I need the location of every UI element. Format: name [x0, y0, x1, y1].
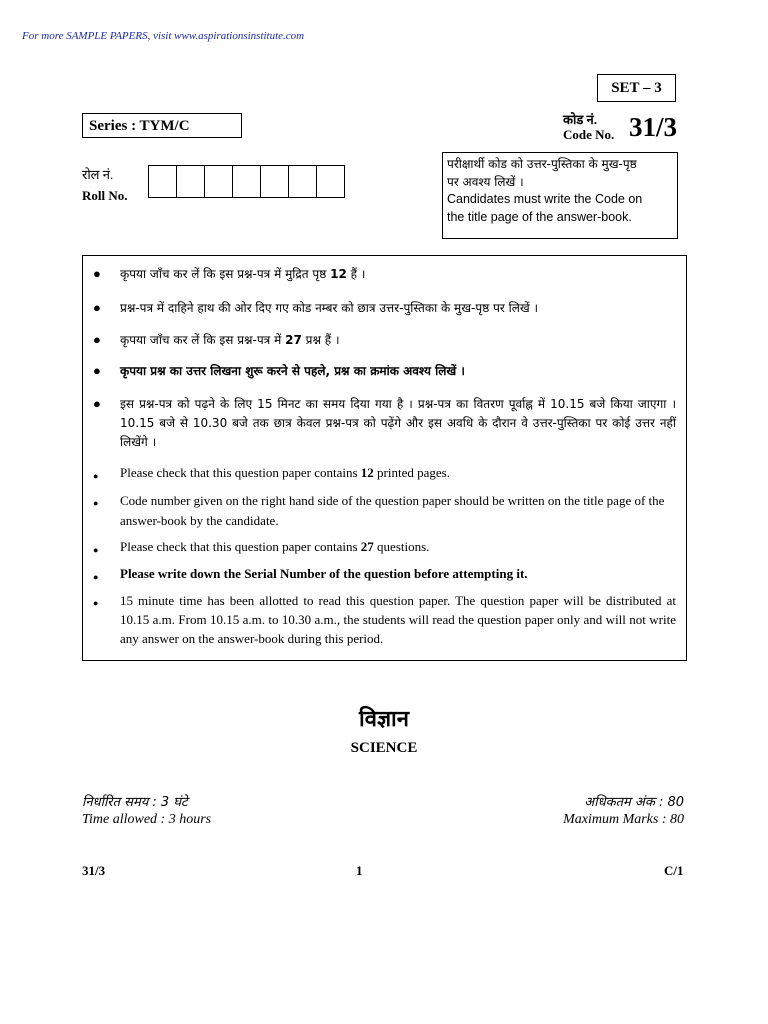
roll-label-english: Roll No. — [82, 188, 128, 203]
instruction-text-part: प्रश्न-पत्र में दाहिने हाथ की ओर दिए गए कोड नम्बर को छात्र उत्तर-पुस्तिका के मुख-पृष्ठ पर लिखें । — [120, 301, 539, 315]
bullet-icon: ● — [93, 300, 101, 315]
subject-title-hindi: विज्ञान — [359, 707, 409, 732]
footer-page-number: 1 — [356, 863, 363, 878]
instruction-text-part: Code number given on the right hand side of the question paper should be written on the title page of the answer-book by the candidate. — [120, 493, 665, 528]
subject-title-english: SCIENCE — [350, 740, 418, 756]
bullet-icon: ● — [93, 572, 99, 582]
notice-line: परीक्षार्थी कोड को उत्तर-पुस्तिका के मुख-पृष्ठ — [447, 157, 637, 171]
instruction-text-bold: Please write down the Serial Number of the question before attempting it. — [120, 566, 528, 581]
roll-digit-box[interactable] — [148, 165, 177, 198]
instruction-text-bold: कृपया प्रश्न का उत्तर लिखना शुरू करने से पहले, प्रश्न का क्रमांक अवश्य लिखें । — [120, 364, 465, 378]
instruction-text — [120, 591, 676, 648]
instruction-text — [120, 331, 676, 350]
roll-digit-box[interactable] — [316, 165, 345, 198]
set-number-box: SET – 3 — [597, 74, 676, 102]
instructions-box — [82, 255, 687, 661]
instruction-text-part: कृपया जाँच कर लें कि इस प्रश्न-पत्र में मुद्रित पृष्ठ — [120, 267, 331, 281]
roll-digit-box[interactable] — [176, 165, 205, 198]
instruction-text — [120, 395, 676, 452]
candidate-notice-box — [442, 152, 678, 239]
instruction-text-part: Please check that this question paper contains — [120, 465, 361, 480]
instruction-text — [120, 362, 676, 381]
notice-line: Candidates must write the Code on — [447, 192, 643, 206]
series-box: Series : TYM/C — [82, 113, 242, 138]
instruction-text — [120, 565, 676, 583]
footer-code: 31/3 — [82, 863, 106, 878]
bullet-icon: ● — [93, 598, 99, 608]
bullet-icon: ● — [93, 545, 99, 555]
instruction-text-part: questions. — [373, 539, 430, 554]
roll-label-hindi: रोल नं. — [82, 167, 114, 182]
instruction-text — [120, 491, 676, 531]
bullet-icon: ● — [93, 498, 99, 508]
instruction-text-bold: 12 — [330, 267, 347, 281]
footer-set-code: C/1 — [664, 863, 684, 878]
notice-line: पर अवश्य लिखें । — [447, 174, 524, 189]
instruction-text — [120, 299, 676, 318]
instruction-text-part: Please check that this question paper contains — [120, 539, 361, 554]
roll-digit-box[interactable] — [204, 165, 233, 198]
bullet-icon: ● — [93, 332, 101, 347]
instruction-text — [120, 464, 676, 482]
bullet-icon: ● — [93, 396, 101, 411]
roll-number-boxes — [148, 165, 344, 198]
maximum-marks-english: Maximum Marks : 80 — [563, 812, 684, 827]
code-label-hindi: कोड नं. — [563, 112, 598, 127]
code-number: 31/3 — [629, 112, 678, 142]
maximum-marks-hindi: अधिकतम अंक : 80 — [584, 795, 684, 810]
instruction-text-part: हैं । — [346, 267, 366, 281]
bullet-icon: ● — [93, 266, 101, 281]
roll-digit-box[interactable] — [288, 165, 317, 198]
bullet-icon: ● — [93, 471, 99, 481]
roll-digit-box[interactable] — [260, 165, 289, 198]
instruction-text-part: printed pages. — [373, 465, 450, 480]
notice-line: the title page of the answer-book. — [447, 209, 632, 224]
instruction-text-bold: 12 — [360, 465, 374, 480]
promo-link[interactable]: For more SAMPLE PAPERS, visit www.aspirationsinstitute.com — [22, 30, 305, 42]
instruction-text-part: कृपया जाँच कर लें कि इस प्रश्न-पत्र में — [120, 333, 286, 347]
instruction-text-bold: 27 — [360, 539, 374, 554]
bullet-icon: ● — [93, 363, 101, 378]
instruction-text — [120, 538, 676, 556]
time-allowed-hindi: निर्धारित समय : 3 घंटे — [82, 795, 188, 810]
instruction-text — [120, 265, 676, 284]
roll-digit-box[interactable] — [232, 165, 261, 198]
instruction-text-part: इस प्रश्न-पत्र को पढ़ने के लिए 15 मिनट का समय दिया गया है । प्रश्न-पत्र का वितरण पूर्वाह्न में 10.15 बजे किया जाएगा । 10.15 बजे से 10.30 बजे तक छात्र केवल प्रश्न-पत्र को पढ़ेंगे और इस अवधि के दौरान वे उत्तर-पुस्तिका पर कोई उत्तर नहीं लिखेंगे । — [120, 397, 676, 449]
code-label-english: Code No. — [563, 127, 615, 142]
instruction-text-bold: 27 — [285, 333, 302, 347]
instruction-text-part: प्रश्न हैं । — [301, 333, 340, 347]
time-allowed-english: Time allowed : 3 hours — [82, 812, 212, 827]
instruction-text-part: 15 minute time has been allotted to read this question paper. The question paper will be distributed at 10.15 a.m. From 10.15 a.m. to 10.30 a.m., the students will read the question paper only and will not write any answer on the answer-book during this period. — [120, 593, 676, 646]
